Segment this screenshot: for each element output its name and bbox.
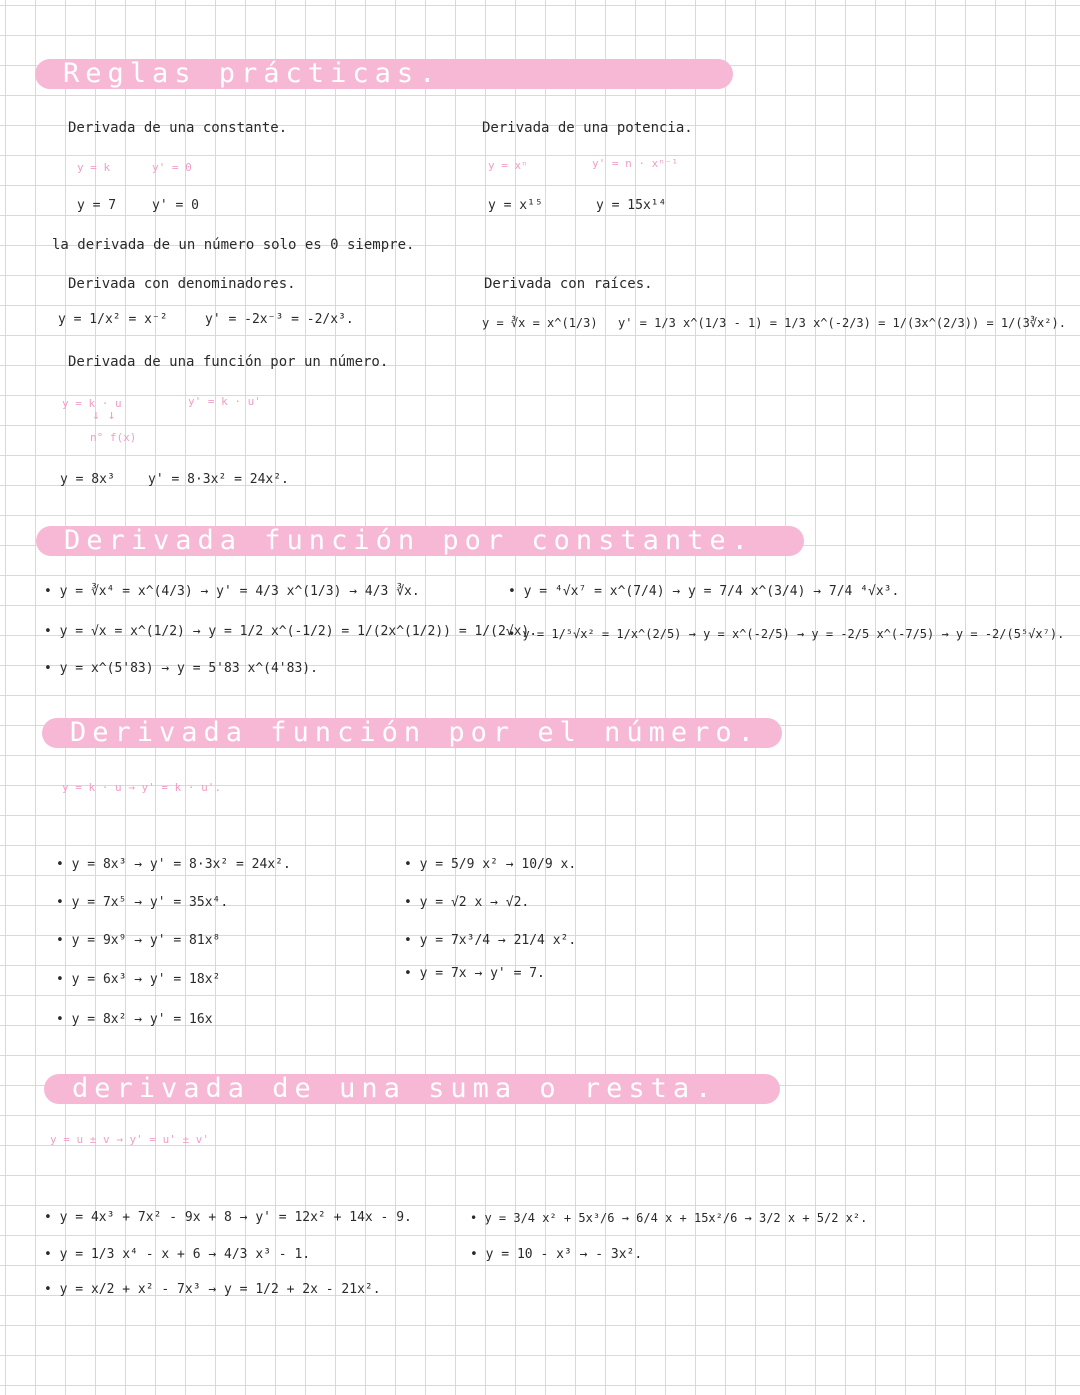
- example-constante-5: • y = 1/⁵√x² = 1/x^(2/5) → y = x^(-2/5) → y = -2/5 x^(-7/5) → y = -2/(5⁵√x⁷).: [508, 627, 1065, 641]
- banner-reglas-practicas: Reglas prácticas.: [35, 59, 733, 89]
- heading-funcion-por-numero: Derivada de una función por un número.: [68, 354, 389, 370]
- example-constante-2: • y = √x = x^(1/2) → y = 1/2 x^(-1/2) = 1/(2x^(1/2)) = 1/(2√x).: [44, 624, 538, 639]
- example-numero-4: • y = 6x³ → y' = 18x²: [56, 972, 221, 987]
- example-raices-y: y = ∛x = x^(1/3): [482, 316, 598, 330]
- example-suma-4: • y = 3/4 x² + 5x³/6 → 6/4 x + 15x²/6 → 3/2 x + 5/2 x².: [470, 1211, 868, 1225]
- rule-funcion-numero-y: y = k · u: [62, 397, 122, 410]
- rule-constante-y: y = k: [77, 161, 111, 174]
- example-denominadores-dy: y' = -2x⁻³ = -2/x³.: [205, 312, 354, 327]
- heading-potencia: Derivada de una potencia.: [482, 120, 693, 136]
- example-numero-7: • y = √2 x → √2.: [404, 895, 530, 910]
- example-numero-1: • y = 8x³ → y' = 8·3x² = 24x².: [56, 857, 291, 872]
- banner-funcion-por-constante: Derivada función por constante.: [36, 526, 804, 556]
- heading-constante: Derivada de una constante.: [68, 120, 288, 136]
- example-numero-8: • y = 7x³/4 → 21/4 x².: [404, 933, 577, 948]
- example-denominadores-y: y = 1/x² = x⁻²: [58, 312, 168, 327]
- heading-denominadores: Derivada con denominadores.: [68, 276, 296, 292]
- rule-suma-resta: y = u ± v → y' = u' ± v': [50, 1133, 209, 1146]
- example-potencia-dy: y = 15x¹⁴: [596, 198, 667, 213]
- example-suma-3: • y = x/2 + x² - 7x³ → y = 1/2 + 2x - 21x².: [44, 1282, 381, 1297]
- example-raices-dy: y' = 1/3 x^(1/3 - 1) = 1/3 x^(-2/3) = 1/(3x^(2/3)) = 1/(3∛x²).: [618, 316, 1066, 330]
- example-potencia-y: y = x¹⁵: [488, 198, 543, 213]
- rule-potencia-y: y = xⁿ: [488, 159, 528, 172]
- heading-raices: Derivada con raíces.: [484, 276, 653, 292]
- example-numero-3: • y = 9x⁹ → y' = 81x⁸: [56, 933, 221, 948]
- example-suma-5: • y = 10 - x³ → - 3x².: [470, 1247, 643, 1262]
- example-suma-1: • y = 4x³ + 7x² - 9x + 8 → y' = 12x² + 14x - 9.: [44, 1210, 412, 1225]
- note-constante: la derivada de un número solo es 0 siempre.: [52, 237, 415, 253]
- example-constante-4: • y = ⁴√x⁷ = x^(7/4) → y = 7/4 x^(3/4) → 7/4 ⁴√x³.: [508, 584, 900, 599]
- banner-suma-resta: derivada de una suma o resta.: [44, 1074, 780, 1104]
- example-funcion-numero-y: y = 8x³: [60, 472, 115, 487]
- rule-funcion-numero-dy: y' = k · u': [188, 395, 261, 408]
- example-numero-5: • y = 8x² → y' = 16x: [56, 1012, 213, 1027]
- example-constante-y: y = 7: [77, 198, 117, 213]
- example-constante-dy: y' = 0: [152, 198, 199, 213]
- arrow-down-icon: ↓ ↓: [92, 408, 116, 423]
- example-numero-6: • y = 5/9 x² → 10/9 x.: [404, 857, 577, 872]
- example-constante-1: • y = ∛x⁴ = x^(4/3) → y' = 4/3 x^(1/3) → 4/3 ∛x.: [44, 584, 420, 599]
- example-funcion-numero-dy: y' = 8·3x² = 24x².: [148, 472, 289, 487]
- rule-potencia-dy: y' = n · xⁿ⁻¹: [592, 157, 679, 170]
- banner-funcion-por-numero: Derivada función por el número.: [42, 718, 782, 748]
- example-numero-9: • y = 7x → y' = 7.: [404, 966, 545, 981]
- example-suma-2: • y = 1/3 x⁴ - x + 6 → 4/3 x³ - 1.: [44, 1247, 311, 1262]
- rule-funcion-numero-labels: n° f(x): [90, 431, 137, 444]
- example-numero-2: • y = 7x⁵ → y' = 35x⁴.: [56, 895, 229, 910]
- rule-funcion-por-numero: y = k · u → y' = k · u'.: [62, 781, 221, 794]
- example-constante-3: • y = x^(5'83) → y = 5'83 x^(4'83).: [44, 661, 318, 676]
- rule-constante-dy: y' = 0: [152, 161, 192, 174]
